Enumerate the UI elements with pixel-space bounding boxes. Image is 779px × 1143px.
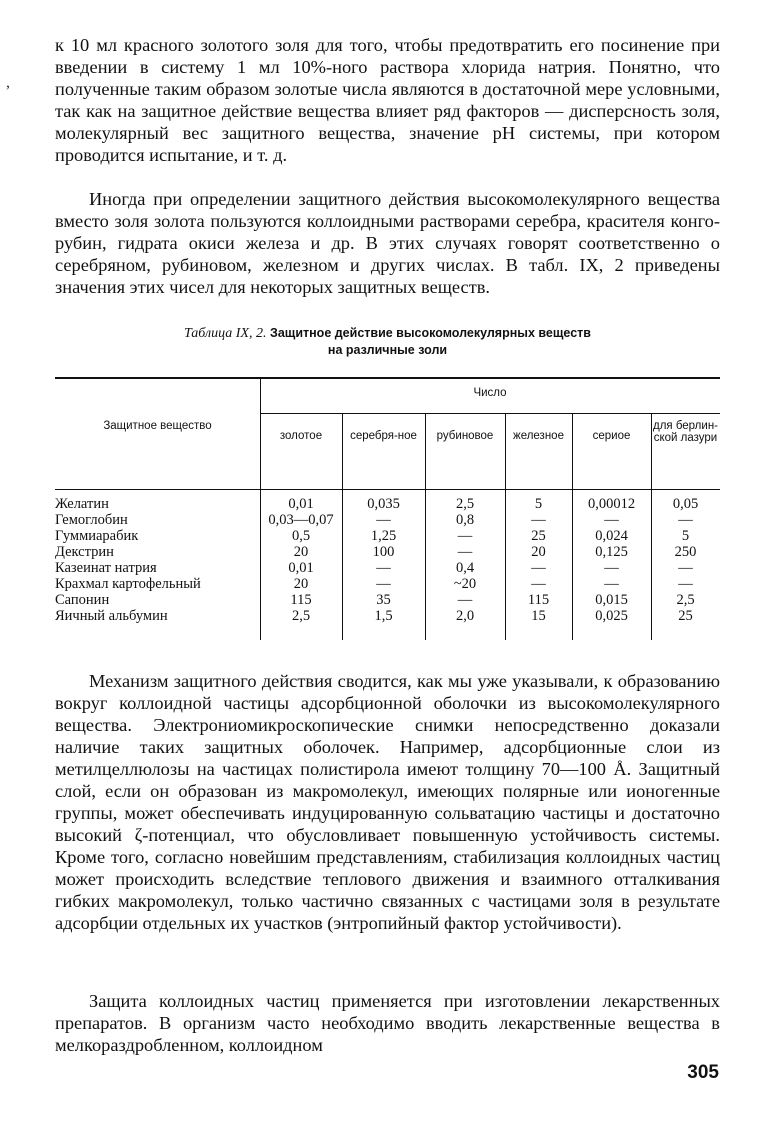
table-row (55, 544, 720, 560)
table-cell: 15 (531, 608, 546, 624)
table-row (55, 528, 720, 544)
table-cell: 0,8 (455, 512, 475, 528)
table-caption-title: Защитное действие высокомолекулярных веществ (270, 326, 591, 340)
table-cell: — (376, 560, 391, 576)
table-row (55, 592, 720, 608)
column-header-1: золотое (279, 430, 323, 442)
paragraph-2: Иногда при определении защитного действия высокомолекулярного вещества вместо золя золота пользуются коллоидными растворами серебра, красителя конго-рубин, гидрата окиси железа и др. В этих случаях говорят соответственно о серебряном, рубиновом, железном и других числах. В табл. IX, 2 приведены значения этих чисел для некоторых защитных веществ. (55, 189, 720, 297)
table-cell: 35 (376, 592, 391, 608)
table-cell: 0,024 (595, 528, 628, 544)
table-cell: 0,00012 (587, 496, 636, 512)
table-cell: 250 (674, 544, 697, 560)
table-cell: 1,5 (374, 608, 393, 624)
table-cell: 2,5 (676, 592, 695, 608)
table-cell: 0,03—0,07 (268, 512, 334, 528)
row-substance-name: Крахмал картофельный (55, 576, 201, 592)
header-number: Число (473, 387, 507, 399)
page-number: 305 (687, 1062, 719, 1083)
table-cell: — (531, 576, 546, 592)
table-cell: 0,015 (595, 592, 628, 608)
table-cell: — (678, 512, 693, 528)
table-cell: 0,035 (367, 496, 400, 512)
table-cell: 0,01 (288, 496, 314, 512)
table-column-divider (425, 413, 426, 640)
table-cell: — (678, 560, 693, 576)
row-substance-name: Казеинат натрия (55, 560, 157, 576)
table-cell: 5 (681, 528, 690, 544)
paragraph-3: Механизм защитного действия сводится, как мы уже указывали, к образованию вокруг коллоидной частицы адсорбционной оболочки из высокомолекулярного вещества. Электрониомикроскопические снимки непосредственно доказали наличие таких защитных оболочек. Например, адсорбционные слои из метилцеллюлозы на частицах полистирола имеют толщину 70—100 Å. Защитный слой, если он образован из макромолекул, имеющих полярные или ионогенные группы, может обеспечивать индуцированную сольватацию частицы и достаточно высокий ζ-потенциал, что обусловливает повышенную устойчивость системы. Кроме того, согласно новейшим представлениям, стабилизация коллоидных частиц может происходить вследствие теплового движения и взаимного отталкивания гибких макромолекул, только частично связанных с частицами золя в результате адсорбции отдельных их участков (энтропийный фактор устойчивости). (55, 671, 720, 933)
table-cell: 100 (372, 544, 395, 560)
table-column-divider (651, 413, 652, 640)
table-cell: 115 (527, 592, 550, 608)
table-cell: — (531, 512, 546, 528)
table-cell: — (678, 576, 693, 592)
table-cell: 20 (531, 544, 546, 560)
paragraph-1: к 10 мл красного золотого золя для того, чтобы предотвратить его посинение при введении в систему 1 мл 10%-ного раствора хлорида натрия. Понятно, что полученные таким образом золотые числа являются в достаточной мере условными, так как на защитное действие вещества влияет ряд факторов — дисперсность золя, молекулярный вес защитного вещества, значение pH системы, при котором проводится испытание, и т. д. (55, 35, 720, 165)
table-row (55, 576, 720, 592)
table-cell: 115 (290, 592, 312, 608)
table-cell: 20 (293, 544, 309, 560)
table-cell: 2,5 (291, 608, 311, 624)
margin-mark: , (6, 74, 10, 91)
table-cell: 25 (531, 528, 546, 544)
table-column-divider (342, 413, 343, 640)
table-column-divider (572, 413, 573, 640)
row-substance-name: Гуммиарабик (55, 528, 139, 544)
row-substance-name: Желатин (55, 496, 109, 512)
table-cell: 0,125 (595, 544, 628, 560)
table-cell: — (457, 528, 473, 544)
row-substance-name: Яичный альбумин (55, 608, 168, 624)
table-cell: 5 (534, 496, 543, 512)
table-cell: 0,025 (595, 608, 628, 624)
data-table (55, 370, 720, 640)
row-substance-name: Декстрин (55, 544, 114, 560)
table-header-rule (55, 489, 720, 490)
table-cell: 2,5 (455, 496, 475, 512)
table-column-divider (505, 413, 506, 640)
table-cell: — (457, 592, 473, 608)
table-cell: 0,5 (291, 528, 311, 544)
table-cell: 0,05 (672, 496, 699, 512)
table-cell: — (376, 512, 391, 528)
table-cell: — (604, 576, 619, 592)
table-row (55, 496, 720, 512)
column-header-4: железное (513, 430, 564, 442)
table-cell: — (604, 560, 619, 576)
header-substance: Защитное вещество (103, 420, 212, 432)
table-cell: — (376, 576, 391, 592)
table-body (55, 496, 720, 624)
table-top-rule (55, 377, 720, 379)
table-row (55, 560, 720, 576)
column-header-3: рубиновое (436, 430, 494, 442)
table-row (55, 608, 720, 624)
table-row (55, 512, 720, 528)
table-cell: — (531, 560, 546, 576)
table-cell: 25 (678, 608, 693, 624)
table-cell: — (457, 544, 473, 560)
paragraph-4: Защита коллоидных частиц применяется при изготовлении лекарственных препаратов. В организм часто необходимо вводить лекарственные вещества в мелкораздробленном, коллоидном (55, 991, 720, 1055)
table-cell: 0,01 (288, 560, 314, 576)
table-cell: 0,4 (455, 560, 475, 576)
table-caption (55, 325, 720, 359)
table-caption-title-2: на различные золи (327, 343, 448, 357)
row-substance-name: Гемоглобин (55, 512, 128, 528)
column-header-2: серебря-ное (350, 430, 417, 442)
row-substance-name: Сапонин (55, 592, 110, 608)
table-cell: 20 (293, 576, 309, 592)
column-header-5: сериое (592, 430, 631, 442)
table-caption-label: Таблица IX, 2. (184, 326, 267, 341)
table-cell: 1,25 (370, 528, 397, 544)
table-cell: — (604, 512, 619, 528)
column-header-6: для берлин-ской лазури (652, 420, 718, 444)
table-cell: ~20 (453, 576, 477, 592)
table-cell: 2,0 (455, 608, 475, 624)
